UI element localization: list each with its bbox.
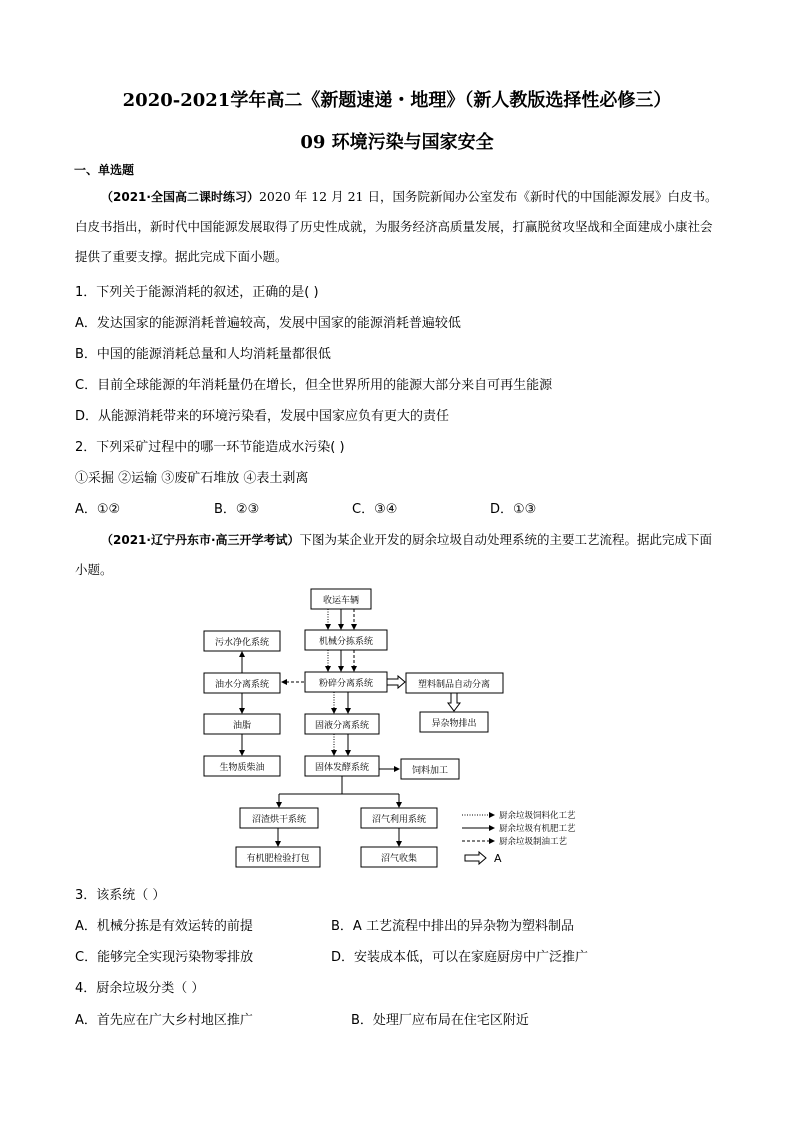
legend-fertilizer-process: 厨余垃圾有机肥工艺 bbox=[499, 824, 576, 834]
question-1-option-d: D．从能源消耗带来的环境污染看，发展中国家应负有更大的责任 bbox=[75, 409, 450, 424]
label-dry: 沼渣烘干系统 bbox=[251, 815, 307, 825]
question-2-option-c: C．③④ bbox=[352, 502, 398, 517]
question-1-stem: 1．下列关于能源消耗的叙述，正确的是( ) bbox=[75, 285, 319, 300]
document-subtitle: 09 环境污染与国家安全 bbox=[300, 132, 494, 153]
question-3-option-a: A．机械分拣是有效运转的前提 bbox=[75, 919, 253, 934]
label-oilsep: 油水分离系统 bbox=[214, 680, 270, 690]
label-biogas: 沼气利用系统 bbox=[371, 815, 427, 825]
section-heading: 一、单选题 bbox=[74, 163, 135, 177]
legend-oil-process: 厨余垃圾制油工艺 bbox=[499, 837, 568, 847]
question-3-option-d: D．安装成本低，可以在家庭厨房中广泛推广 bbox=[331, 950, 589, 965]
passage-2-text: 下图为某企业开发的厨余垃圾自动处理系统的主要工艺流程。据此完成下面小题。 bbox=[75, 532, 713, 577]
question-1-option-a: A．发达国家的能源消耗普遍较高，发展中国家的能源消耗普遍较低 bbox=[75, 316, 461, 331]
label-gascollect: 沼气收集 bbox=[380, 854, 418, 864]
legend-feed-process: 厨余垃圾饲料化工艺 bbox=[499, 811, 576, 821]
label-mech: 机械分拣系统 bbox=[318, 637, 374, 647]
question-3-option-c: C．能够完全实现污染物零排放 bbox=[75, 950, 254, 965]
question-1-option-b: B．中国的能源消耗总量和人均消耗量都很低 bbox=[75, 347, 331, 362]
question-2-option-b: B．②③ bbox=[214, 502, 260, 517]
legend-a: A bbox=[494, 852, 502, 865]
question-2-items: ①采掘 ②运输 ③废矿石堆放 ④表土剥离 bbox=[75, 471, 309, 486]
label-pack: 有机肥检验打包 bbox=[246, 854, 310, 864]
question-4-option-b: B．处理厂应布局在住宅区附近 bbox=[351, 1013, 529, 1028]
question-1-option-c: C．目前全球能源的年消耗量仍在增长，但全世界所用的能源大部分来自可再生能源 bbox=[75, 378, 553, 393]
passage-2-source: （2021·辽宁丹东市·高三开学考试） bbox=[101, 533, 300, 547]
label-solidliquid: 固液分离系统 bbox=[314, 721, 370, 731]
label-sewage: 污水净化系统 bbox=[214, 638, 270, 648]
label-feed: 饲料加工 bbox=[411, 766, 449, 776]
label-grease: 油脂 bbox=[232, 721, 252, 731]
label-collect: 收运车辆 bbox=[322, 596, 360, 606]
document-title: 2020-2021学年高二《新题速递・地理》（新人教版选择性必修三） bbox=[122, 90, 672, 111]
question-4-stem: 4．厨余垃圾分类（ ） bbox=[75, 981, 205, 996]
label-impurity: 异杂物排出 bbox=[431, 719, 477, 729]
label-crush: 粉碎分离系统 bbox=[318, 679, 374, 689]
question-3-stem: 3．该系统（ ） bbox=[75, 888, 166, 903]
question-2-option-d: D．①③ bbox=[490, 502, 537, 517]
passage-1-source: （2021·全国高二课时练习） bbox=[101, 190, 259, 204]
label-biodiesel: 生物质柴油 bbox=[219, 763, 265, 773]
label-ferment: 固体发酵系统 bbox=[314, 763, 370, 773]
question-2-stem: 2．下列采矿过程中的哪一环节能造成水污染( ) bbox=[75, 440, 345, 455]
question-3-option-b: B．A 工艺流程中排出的异杂物为塑料制品 bbox=[331, 919, 574, 934]
passage-1-text: 2020 年 12 月 21 日，国务院新闻办公室发布《新时代的中国能源发展》白皮书。白皮书指出，新时代中国能源发展取得了历史性成就，为服务经济高质量发展，打赢脱贫攻坚战和全面建成小康社会提供了重要支撑。据此完成下面小题。 bbox=[75, 189, 718, 264]
label-plastic: 塑料制品自动分离 bbox=[417, 680, 491, 690]
question-4-option-a: A．首先应在广大乡村地区推广 bbox=[75, 1013, 253, 1028]
question-2-option-a: A．①② bbox=[75, 502, 121, 517]
